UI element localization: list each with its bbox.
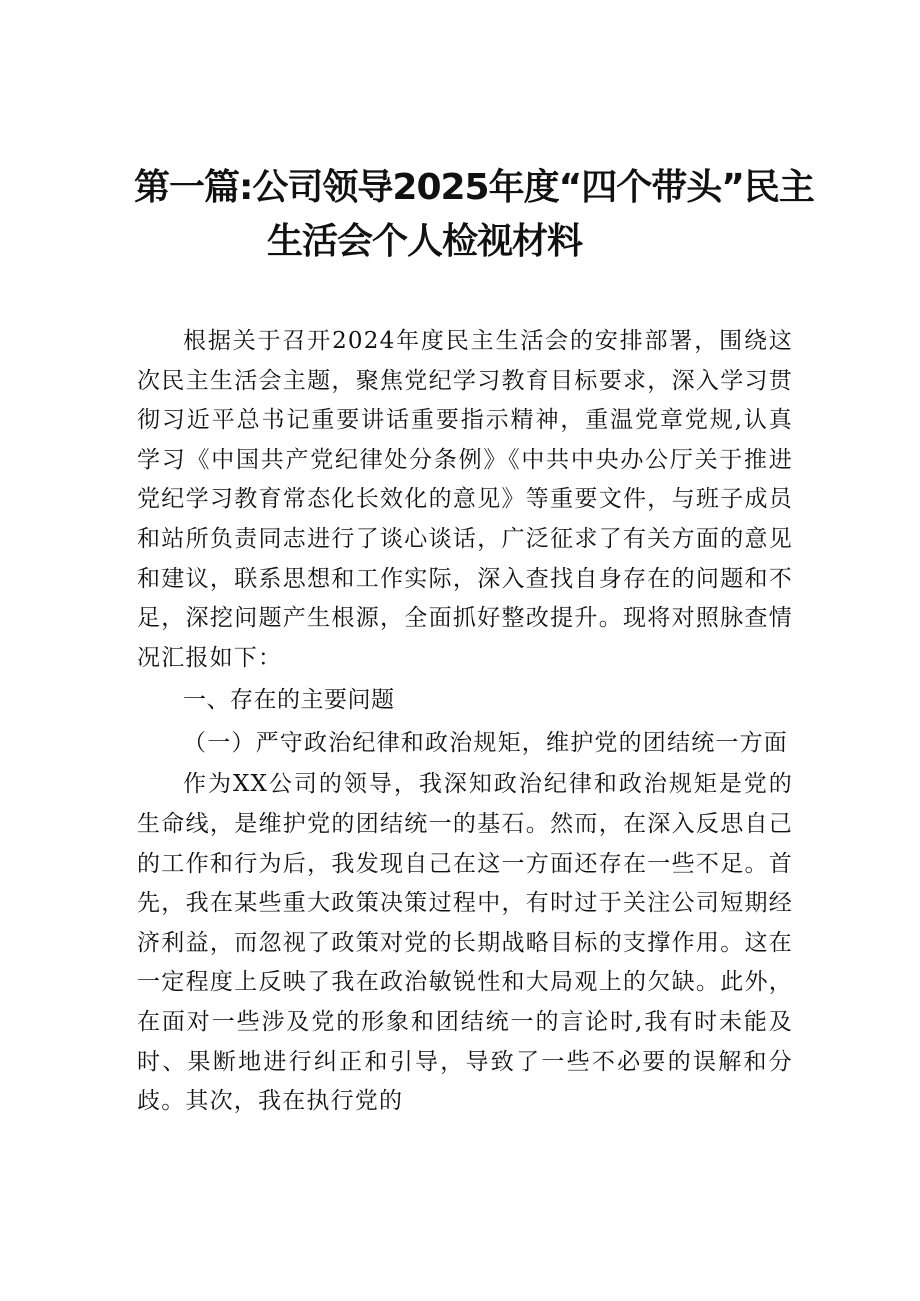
subsection-heading-political-discipline: （一）严守政治纪律和政治规矩，维护党的团结统一方面: [183, 730, 788, 757]
document-title-line-2: 生活会个人检视材料: [267, 221, 583, 262]
subsection-paragraph-political-discipline: 作为XX公司的领导，我深知政治纪律和政治规矩是党的生命线，是维护党的团结统一的基石。然而，在深入反思自己的工作和行为后，我发现自己在这一方面还存在一些不足。首先，我在某些重大政策决策过程中，有时过于关注公司短期经济利益，而忽视了政策对党的长期战略目标的支撑作用。这在一定程度上反映了我在政治敏锐性和大局观上的欠缺。此外，在面对一些涉及党的形象和团结统一的言论时,我有时未能及时、果断地进行纠正和引导，导致了一些不必要的误解和分歧。其次，我在执行党的: [137, 771, 793, 1115]
section-heading-main-problems: 一、存在的主要问题: [183, 687, 395, 714]
intro-paragraph: 根据关于召开2024年度民主生活会的安排部署，围绕这次民主生活会主题，聚焦党纪学习教育目标要求，深入学习贯彻习近平总书记重要讲话重要指示精神，重温党章党规,认真学习《中国共产党纪律处分条例》《中共中央办公厅关于推进党纪学习教育常态化长效化的意见》等重要文件，与班子成员和站所负责同志进行了谈心谈话，广泛征求了有关方面的意见和建议，联系思想和工作实际，深入查找自身存在的问题和不足，深挖问题产生根源，全面抓好整改提升。现将对照脉查情况汇报如下：: [137, 328, 793, 671]
document-body: [137, 322, 793, 1122]
document-title-line-1: 第一篇:公司领导2025年度“四个带头”民主: [134, 167, 814, 208]
document-title: [100, 163, 820, 267]
